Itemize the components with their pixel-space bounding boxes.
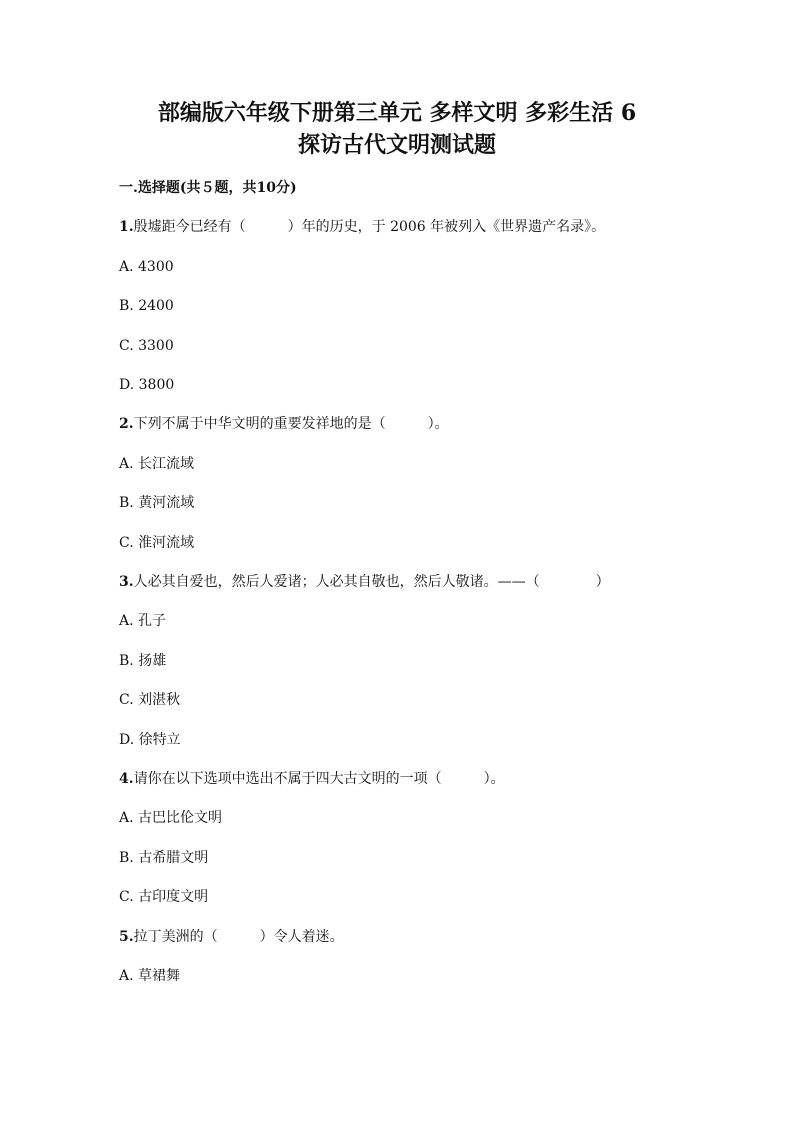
question-number: 1. [119,219,134,235]
question-3-option-a: A. 孔子 [119,613,167,629]
question-3-option-d: D. 徐特立 [119,732,181,748]
question-4-option-c: C. 古印度文明 [119,889,209,905]
question-text: 请你在以下选项中选出不属于四大古文明的一项（ ）。 [133,771,505,787]
page-title-line-1: 部编版六年级下册第三单元 多样文明 多彩生活 6 [157,100,637,126]
question-4 [119,770,505,788]
section-heading: 一.选择题(共５题，共10分) [119,180,297,196]
page-title-line-2: 探访古代文明测试题 [297,132,496,158]
question-2-option-b: B. 黄河流域 [119,495,195,511]
question-1-option-a: A. 4300 [119,259,174,275]
question-2 [119,415,449,433]
question-number: 4. [119,771,134,787]
question-3-option-b: B. 扬雄 [119,653,167,669]
question-3 [119,573,610,591]
question-4-option-a: A. 古巴比伦文明 [119,810,223,826]
question-text: 下列不属于中华文明的重要发祥地的是（ ）。 [133,416,449,432]
question-4-option-b: B. 古希腊文明 [119,850,209,866]
question-5 [119,928,344,946]
question-1-option-b: B. 2400 [119,298,174,314]
question-2-option-c: C. 淮河流域 [119,535,195,551]
question-text: 拉丁美洲的（ ）令人着迷。 [133,929,344,945]
question-5-option-a: A. 草裙舞 [119,968,181,984]
question-text: 人必其自爱也，然后人爱诸；人必其自敬也，然后人敬诸。——（ ） [133,574,610,590]
question-number: 5. [119,929,134,945]
question-number: 3. [119,574,134,590]
question-1-option-d: D. 3800 [119,377,175,393]
question-3-option-c: C. 刘湛秋 [119,692,181,708]
question-number: 2. [119,416,134,432]
question-text: 殷墟距今已经有（ ）年的历史，于 2006 年被列入《世界遗产名录》。 [133,219,606,235]
question-2-option-a: A. 长江流域 [119,456,195,472]
question-1-option-c: C. 3300 [119,338,174,354]
question-1 [119,218,605,236]
